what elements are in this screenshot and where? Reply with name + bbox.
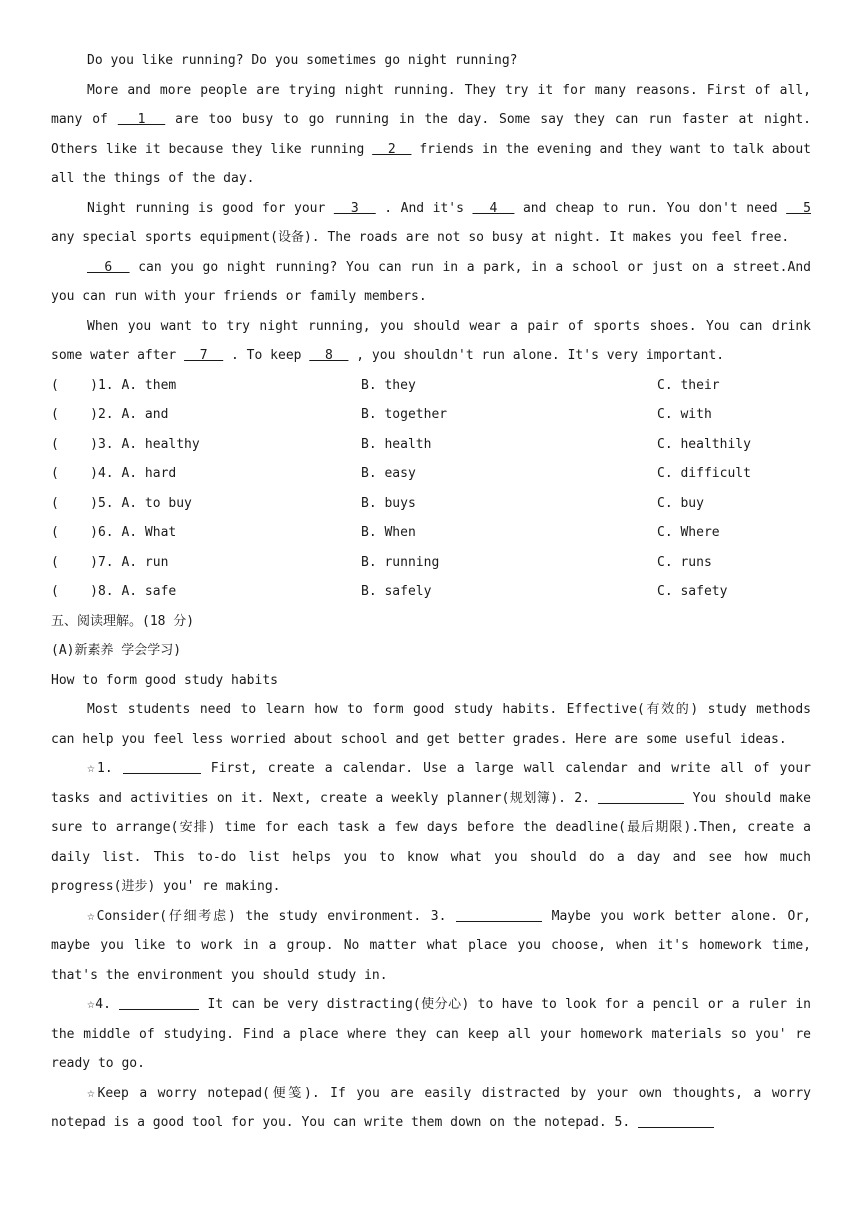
blank-5: 5: [786, 200, 812, 216]
article-title: How to form good study habits: [51, 672, 278, 688]
worksheet-page: [51, 46, 811, 1138]
answer-blank-1: [123, 759, 201, 774]
option-row-4: ( )4. A. hard B. easy C. difficult: [51, 466, 751, 481]
blank-6: 6: [87, 259, 130, 275]
passage-paragraph-4: 6 can you go night running? You can run in a park, in a school or just on a street.And you can run with your friends or family members.: [51, 259, 811, 304]
section-subheading: (A)新素养 学会学习): [51, 643, 182, 658]
blank-2: 2: [372, 141, 412, 157]
answer-blank-2: [598, 789, 684, 804]
section-heading: 五、阅读理解。(18 分): [51, 613, 195, 629]
answer-blank-5: [638, 1113, 714, 1128]
article-intro: Most students need to learn how to form good study habits. Effective(有效的) study methods can help you feel less worried about school and get better grades. Here are some useful ideas.: [51, 702, 811, 747]
option-row-1: ( )1. A. them B. they C. their: [51, 377, 720, 393]
answer-blank-4: [119, 995, 199, 1010]
option-row-3: ( )3. A. healthy B. health C. healthily: [51, 436, 751, 452]
option-list: [51, 371, 811, 607]
blank-1: 1: [117, 112, 166, 127]
blank-7: 7: [184, 348, 224, 363]
blank-4: 4: [472, 200, 515, 216]
answer-blank-3: [456, 907, 542, 922]
article-tip-2: ☆Consider(仔细考虑) the study environment. 3. Maybe you work better alone. Or, maybe you like to work in a group. No matter what place you choose, when it's homework time, that's the environment you should study in.: [51, 908, 812, 983]
passage-paragraph-1: Do you like running? Do you sometimes go night running?: [87, 53, 518, 68]
blank-8: 8: [309, 348, 349, 363]
passage-paragraph-5: When you want to try night running, you should wear a pair of sports shoes. You can drink some water after 7 . To keep 8 , you shouldn't run alone. It's very important.: [51, 318, 811, 363]
passage-paragraph-3: Night running is good for your 3 . And it's 4 and cheap to run. You don't need 5 any special sports equipment(设备). The roads are not so busy at night. It makes you feel free.: [51, 200, 812, 245]
option-row-8: ( )8. A. safe B. safely C. safety: [51, 584, 728, 599]
option-row-7: ( )7. A. run B. running C. runs: [51, 554, 712, 570]
article-tip-4: ☆Keep a worry notepad(便笺). If you are easily distracted by your own thoughts, a worry notepad is a good tool for you. You can write them down on the notepad. 5.: [51, 1085, 811, 1130]
option-row-5: ( )5. A. to buy B. buys C. buy: [51, 495, 704, 511]
blank-3: 3: [333, 200, 376, 216]
option-row-2: ( )2. A. and B. together C. with: [51, 407, 712, 422]
article-tip-1: ☆1. First, create a calendar. Use a large wall calendar and write all of your tasks and activities on it. Next, create a weekly planner(规划簿). 2. You should make sure to arrange(安排) time for each task a few days before the deadline(最后期限).Then, create a daily list. This to-do list helps you to know what you should do a day and see how much progress(进步) you' re making.: [51, 761, 811, 894]
article-tip-3: ☆4. It can be very distracting(使分心) to have to look for a pencil or a ruler in the middle of studying. Find a place where they can keep all your homework materials so you' re ready to go.: [51, 997, 811, 1071]
option-row-6: ( )6. A. What B. When C. Where: [51, 525, 720, 540]
passage-paragraph-2: More and more people are trying night running. They try it for many reasons. First of all, many of 1 are too busy to go running in the day. Some say they can run faster at night. Others like it because they like running 2 friends in the evening and they want to talk about all the things of the day.: [51, 82, 811, 186]
